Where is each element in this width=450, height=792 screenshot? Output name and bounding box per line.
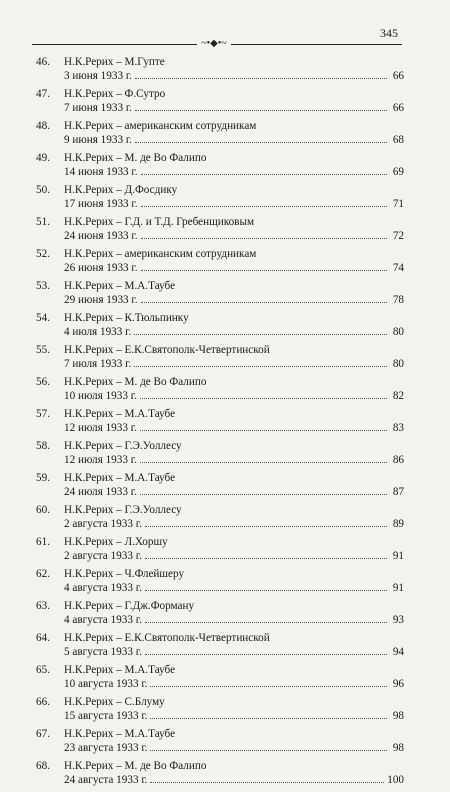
entry-page: 93 (392, 614, 404, 626)
entry-date: 10 июля 1933 г. (64, 390, 137, 402)
entry-title: Н.К.Рерих – Л.Хоршу (64, 536, 168, 548)
dot-leader (140, 494, 387, 495)
entry-date: 10 августа 1933 г. (64, 678, 148, 690)
entry-date: 2 августа 1933 г. (64, 550, 142, 562)
toc-entry (36, 88, 404, 120)
entry-number: 51. (36, 216, 50, 228)
entry-title: Н.К.Рерих – Ф.Сутро (64, 88, 166, 100)
entry-date-line (64, 550, 404, 562)
entry-title: Н.К.Рерих – М. де Во Фалипо (64, 760, 207, 772)
toc-entry (36, 216, 404, 248)
entry-number: 62. (36, 568, 50, 580)
entry-page: 69 (392, 166, 404, 178)
toc-entry (36, 472, 404, 504)
entry-page: 87 (392, 486, 404, 498)
entry-page: 89 (392, 518, 404, 530)
entry-date-line (64, 390, 404, 402)
entry-date-line (64, 326, 404, 338)
entry-date: 4 августа 1933 г. (64, 614, 142, 626)
entry-date: 26 июня 1933 г. (64, 262, 138, 274)
dot-leader (135, 110, 387, 111)
entry-title: Н.К.Рерих – Е.К.Святополк-Четвертинской (64, 632, 270, 644)
entry-title: Н.К.Рерих – М.А.Таубе (64, 280, 176, 292)
dot-leader (140, 462, 387, 463)
toc-entry (36, 56, 404, 88)
entry-number: 66. (36, 696, 50, 708)
entry-date: 29 июня 1933 г. (64, 294, 138, 306)
page-number: 345 (380, 26, 398, 40)
entry-date-line (64, 358, 404, 370)
entry-date-line (64, 486, 404, 498)
entry-title: Н.К.Рерих – М.А.Таубе (64, 728, 176, 740)
entry-date-line (64, 518, 404, 530)
dot-leader (150, 782, 384, 783)
toc-entry (36, 408, 404, 440)
toc-entry (36, 664, 404, 696)
dot-leader (140, 398, 387, 399)
entry-date: 15 августа 1933 г. (64, 710, 148, 722)
dot-leader (141, 270, 387, 271)
entry-page: 82 (392, 390, 404, 402)
dot-leader (135, 142, 387, 143)
dot-leader (134, 366, 387, 367)
toc-entry (36, 184, 404, 216)
entry-title: Н.К.Рерих – М. де Во Фалипо (64, 376, 207, 388)
entry-date: 4 августа 1933 г. (64, 582, 142, 594)
dot-leader (141, 206, 387, 207)
entry-date: 3 июня 1933 г. (64, 70, 132, 82)
entry-date-line (64, 230, 404, 242)
entry-number: 57. (36, 408, 50, 420)
entry-page: 100 (387, 774, 404, 786)
entry-page: 83 (392, 422, 404, 434)
entry-date: 12 июля 1933 г. (64, 454, 137, 466)
entry-date-line (64, 454, 404, 466)
toc-entry (36, 152, 404, 184)
entry-date-line (64, 102, 404, 114)
dot-leader (145, 654, 387, 655)
dot-leader (140, 430, 387, 431)
dot-leader (145, 558, 387, 559)
entry-page: 71 (392, 198, 404, 210)
entry-date: 14 июня 1933 г. (64, 166, 138, 178)
entry-date-line (64, 134, 404, 146)
entry-page: 98 (392, 710, 404, 722)
entry-title: Н.К.Рерих – Д.Фосдику (64, 184, 178, 196)
entry-number: 61. (36, 536, 50, 548)
entry-date-line (64, 198, 404, 210)
entry-number: 58. (36, 440, 50, 452)
entry-page: 80 (392, 326, 404, 338)
toc-entry (36, 312, 404, 344)
entry-title: Н.К.Рерих – Г.Э.Уоллесу (64, 504, 182, 516)
entry-number: 46. (36, 56, 50, 68)
entry-number: 49. (36, 152, 50, 164)
entry-date: 4 июля 1933 г. (64, 326, 132, 338)
entry-number: 63. (36, 600, 50, 612)
toc-entry (36, 504, 404, 536)
entry-title: Н.К.Рерих – Г.Дж.Форману (64, 600, 195, 612)
dot-leader (150, 686, 387, 687)
dot-leader (141, 302, 387, 303)
entry-page: 91 (392, 582, 404, 594)
entry-page: 66 (392, 70, 404, 82)
entry-title: Н.К.Рерих – М.Гупте (64, 56, 165, 68)
entry-date-line (64, 646, 404, 658)
toc-entry (36, 376, 404, 408)
toc-entry (36, 632, 404, 664)
dot-leader (134, 334, 387, 335)
dot-leader (145, 590, 387, 591)
entry-date-line (64, 262, 404, 274)
entry-number: 55. (36, 344, 50, 356)
entry-date-line (64, 166, 404, 178)
entry-date: 5 августа 1933 г. (64, 646, 142, 658)
entry-title: Н.К.Рерих – М.А.Таубе (64, 664, 176, 676)
entry-date: 24 августа 1933 г. (64, 774, 148, 786)
entry-date: 12 июля 1933 г. (64, 422, 137, 434)
entry-page: 78 (392, 294, 404, 306)
entry-number: 68. (36, 760, 50, 772)
toc-entry (36, 568, 404, 600)
entry-date-line (64, 294, 404, 306)
entry-title: Н.К.Рерих – М. де Во Фалипо (64, 152, 207, 164)
entry-title: Н.К.Рерих – Г.Э.Уоллесу (64, 440, 182, 452)
entry-date-line (64, 710, 404, 722)
entry-date-line (64, 70, 404, 82)
entry-date-line (64, 614, 404, 626)
entry-page: 94 (392, 646, 404, 658)
toc-entry (36, 600, 404, 632)
entry-number: 50. (36, 184, 50, 196)
entry-page: 66 (392, 102, 404, 114)
toc-entry (36, 696, 404, 728)
dot-leader (150, 718, 387, 719)
entry-number: 65. (36, 664, 50, 676)
entry-date: 9 июня 1933 г. (64, 134, 132, 146)
toc-entry (36, 728, 404, 760)
entry-title: Н.К.Рерих – Ч.Флейшеру (64, 568, 185, 580)
entry-title: Н.К.Рерих – М.А.Таубе (64, 408, 176, 420)
toc-entry (36, 280, 404, 312)
dot-leader (145, 622, 387, 623)
entry-date-line (64, 422, 404, 434)
entry-number: 48. (36, 120, 50, 132)
dot-leader (141, 174, 387, 175)
entry-page: 96 (392, 678, 404, 690)
entry-title: Н.К.Рерих – С.Блуму (64, 696, 165, 708)
table-of-contents (36, 56, 404, 792)
entry-title: Н.К.Рерих – американским сотрудникам (64, 120, 257, 132)
dot-leader (145, 526, 387, 527)
entry-page: 98 (392, 742, 404, 754)
entry-page: 86 (392, 454, 404, 466)
entry-number: 56. (36, 376, 50, 388)
entry-date: 23 августа 1933 г. (64, 742, 148, 754)
entry-number: 52. (36, 248, 50, 260)
toc-entry (36, 120, 404, 152)
entry-page: 72 (392, 230, 404, 242)
entry-title: Н.К.Рерих – Г.Д. и Т.Д. Гребенщиковым (64, 216, 255, 228)
entry-date-line (64, 678, 404, 690)
toc-entry (36, 760, 404, 792)
entry-title: Н.К.Рерих – Е.К.Святополк-Четвертинской (64, 344, 270, 356)
dot-leader (141, 238, 387, 239)
entry-number: 53. (36, 280, 50, 292)
entry-number: 67. (36, 728, 50, 740)
entry-number: 54. (36, 312, 50, 324)
toc-entry (36, 440, 404, 472)
dot-leader (135, 78, 387, 79)
entry-number: 60. (36, 504, 50, 516)
entry-date-line (64, 774, 404, 786)
entry-date: 7 июня 1933 г. (64, 102, 132, 114)
entry-title: Н.К.Рерих – американским сотрудникам (64, 248, 257, 260)
header-ornament: ~•◆•~ (197, 37, 231, 51)
entry-date-line (64, 742, 404, 754)
toc-entry (36, 536, 404, 568)
entry-date: 2 августа 1933 г. (64, 518, 142, 530)
entry-page: 91 (392, 550, 404, 562)
entry-date: 24 июня 1933 г. (64, 230, 138, 242)
entry-title: Н.К.Рерих – К.Тюльпинку (64, 312, 189, 324)
entry-page: 80 (392, 358, 404, 370)
entry-number: 64. (36, 632, 50, 644)
entry-date: 17 июня 1933 г. (64, 198, 138, 210)
entry-page: 74 (392, 262, 404, 274)
toc-entry (36, 344, 404, 376)
entry-date: 24 июля 1933 г. (64, 486, 137, 498)
entry-title: Н.К.Рерих – М.А.Таубе (64, 472, 176, 484)
toc-entry (36, 248, 404, 280)
dot-leader (150, 750, 387, 751)
entry-number: 47. (36, 88, 50, 100)
entry-number: 59. (36, 472, 50, 484)
entry-date: 7 июля 1933 г. (64, 358, 132, 370)
entry-page: 68 (392, 134, 404, 146)
entry-date-line (64, 582, 404, 594)
